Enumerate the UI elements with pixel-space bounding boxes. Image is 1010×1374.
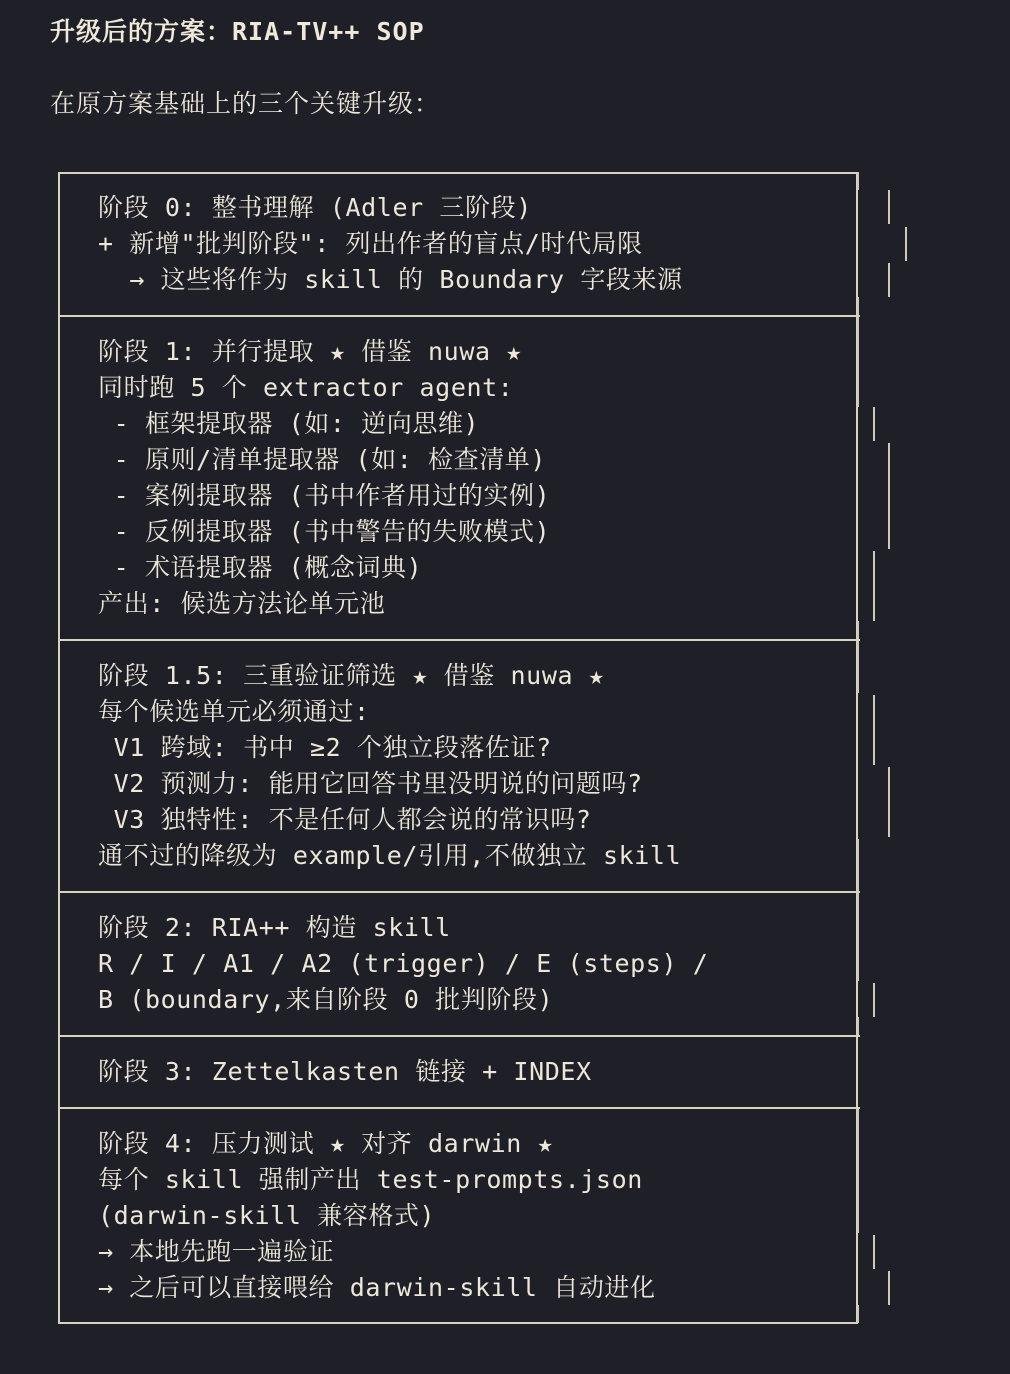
border-fragment — [873, 1235, 875, 1269]
page-title: 升级后的方案：RIA-TV++ SOP — [50, 17, 425, 46]
frame-top-border — [58, 172, 858, 174]
stage-4-line-5: → 之后可以直接喂给 darwin-skill 自动进化 — [98, 1273, 656, 1302]
intro-text: 在原方案基础上的三个关键升级： — [50, 89, 441, 118]
stage-1-5-line-5: V3 独特性: 不是任何人都会说的常识吗? — [98, 805, 592, 834]
border-fragment — [905, 227, 907, 261]
stage-4-line-2: 每个 skill 强制产出 test-prompts.json — [98, 1165, 643, 1194]
stage-1-line-6: - 反例提取器 (书中警告的失败模式) — [98, 517, 551, 546]
stage-1-block — [98, 334, 550, 622]
border-fragment — [888, 1271, 890, 1305]
border-fragment — [888, 190, 890, 224]
stage-1-5-line-3: V1 跨域: 书中 ≥2 个独立段落佐证? — [98, 733, 552, 762]
stage-2-line-1: 阶段 2: RIA++ 构造 skill — [98, 913, 451, 942]
stage-0-line-1: 阶段 0: 整书理解 (Adler 三阶段) — [98, 193, 532, 222]
border-fragment — [857, 641, 859, 693]
stage-2-line-2: R / I / A1 / A2 (trigger) / E (steps) / — [98, 949, 709, 978]
stage-1-line-1: 阶段 1: 并行提取 ★ 借鉴 nuwa ★ — [98, 337, 522, 366]
border-fragment — [857, 1109, 859, 1233]
border-fragment — [857, 839, 859, 891]
border-fragment — [873, 695, 875, 765]
stage-1-line-8: 产出: 候选方法论单元池 — [98, 589, 386, 618]
stage-0-block — [98, 190, 683, 298]
stage-1-line-5: - 案例提取器 (书中作者用过的实例) — [98, 481, 551, 510]
border-fragment — [857, 297, 859, 315]
stage-3-line-1: 阶段 3: Zettelkasten 链接 + INDEX — [98, 1057, 592, 1086]
border-fragment — [888, 263, 890, 297]
separator-3 — [58, 891, 860, 893]
border-fragment — [873, 983, 875, 1017]
separator-1 — [58, 315, 860, 317]
border-fragment — [888, 767, 890, 837]
stage-0-line-2: + 新增"批判阶段": 列出作者的盲点/时代局限 — [98, 229, 643, 258]
stage-1-line-7: - 术语提取器 (概念词典) — [98, 553, 423, 582]
stage-2-line-3: B (boundary,来自阶段 0 批判阶段) — [98, 985, 554, 1014]
separator-4 — [58, 1035, 860, 1037]
border-fragment — [857, 1305, 859, 1323]
stage-4-line-3: (darwin-skill 兼容格式) — [98, 1201, 436, 1230]
stage-1-5-block — [98, 658, 681, 874]
border-fragment — [857, 621, 859, 639]
stage-4-line-4: → 本地先跑一遍验证 — [98, 1237, 335, 1266]
stage-4-block — [98, 1126, 656, 1306]
stage-1-line-4: - 原则/清单提取器 (如: 检查清单) — [98, 445, 547, 474]
border-fragment — [873, 407, 875, 441]
stage-1-5-line-6: 通不过的降级为 example/引用,不做独立 skill — [98, 841, 682, 870]
border-fragment — [857, 1017, 859, 1035]
border-fragment — [857, 317, 859, 407]
stage-3-block — [98, 1054, 592, 1090]
stage-1-line-3: - 框架提取器 (如: 逆向思维) — [98, 409, 480, 438]
border-fragment — [857, 172, 859, 190]
separator-5 — [58, 1107, 860, 1109]
border-fragment — [888, 443, 890, 549]
stage-1-5-line-1: 阶段 1.5: 三重验证筛选 ★ 借鉴 nuwa ★ — [98, 661, 605, 690]
separator-2 — [58, 639, 860, 641]
border-fragment — [873, 551, 875, 621]
border-fragment — [857, 893, 859, 981]
stage-1-5-line-2: 每个候选单元必须通过: — [98, 697, 370, 726]
stage-1-line-2: 同时跑 5 个 extractor agent: — [98, 373, 514, 402]
stage-1-5-line-4: V2 预测力: 能用它回答书里没明说的问题吗? — [98, 769, 643, 798]
stage-0-line-3: → 这些将作为 skill 的 Boundary 字段来源 — [98, 265, 683, 294]
stage-2-block — [98, 910, 708, 1018]
stage-4-line-1: 阶段 4: 压力测试 ★ 对齐 darwin ★ — [98, 1129, 554, 1158]
